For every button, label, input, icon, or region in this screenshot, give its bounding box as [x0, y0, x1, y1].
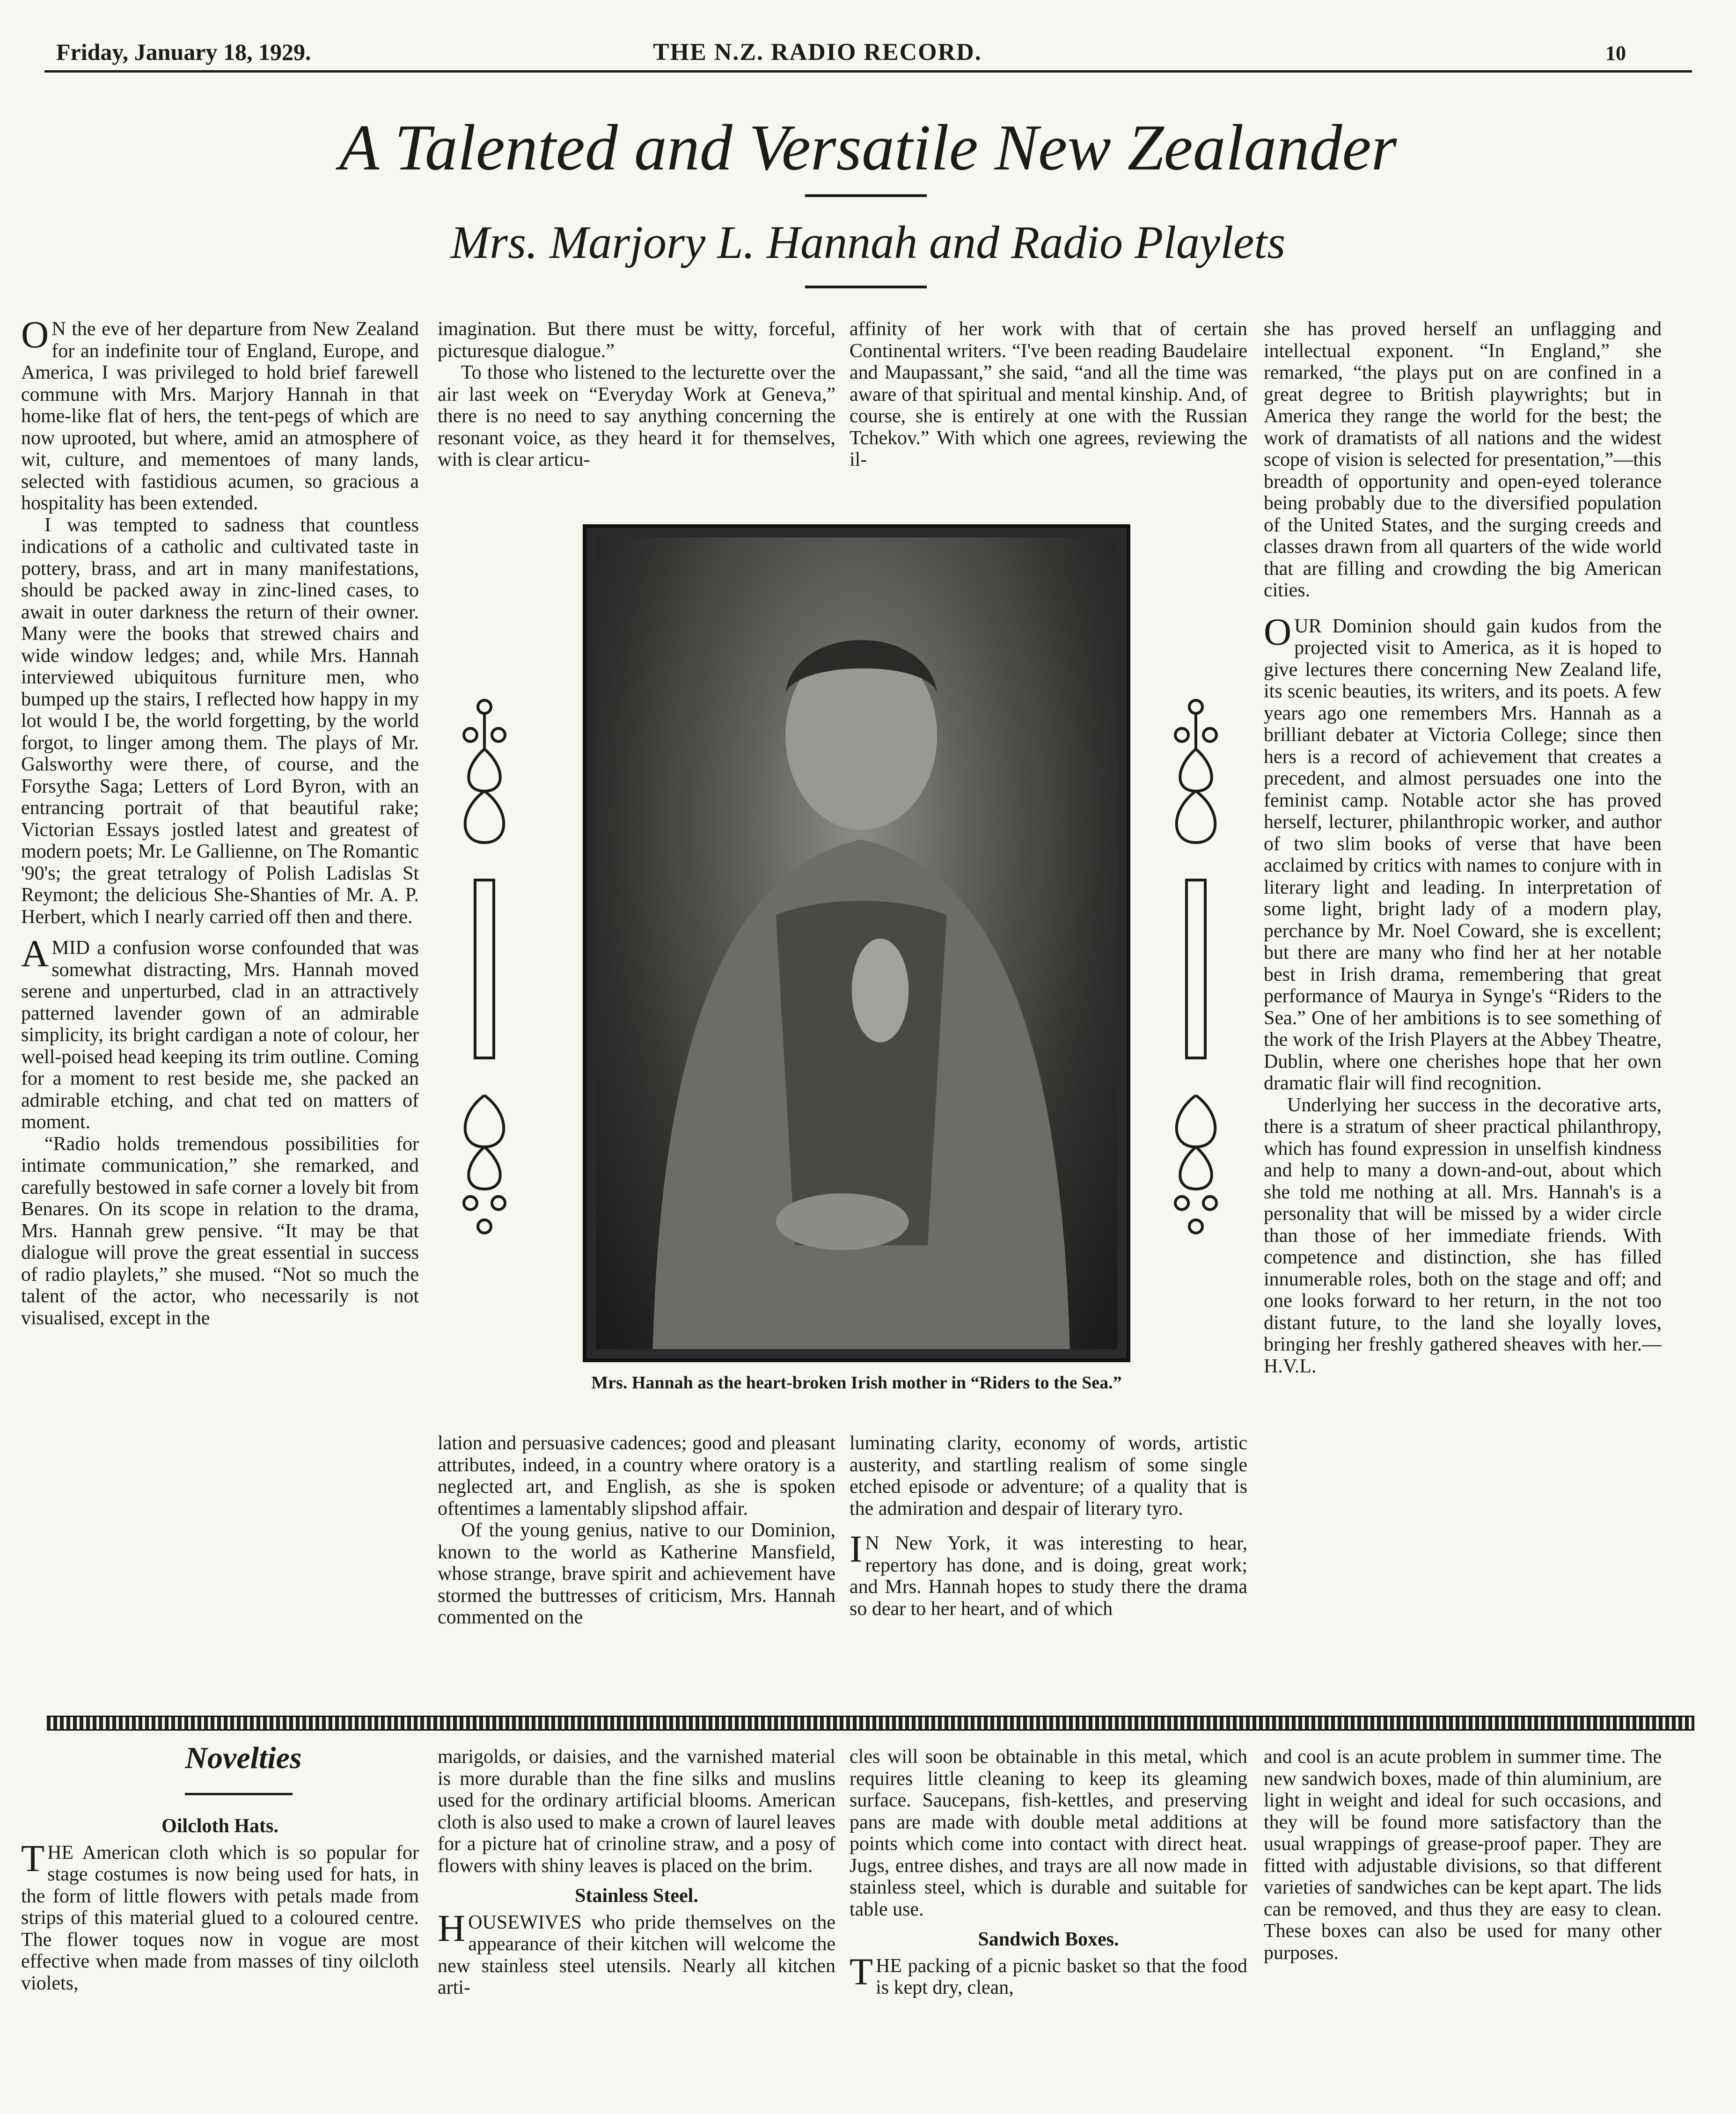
novelties-paragraph: and cool is an acute problem in summer time. The new sandwich boxes, made of thin aluminium, are light in weight and ideal for such occasions, and they will be found more satisfactory than the usual wrappings of grease-proof paper. They are fitted with adjustable divisions, so that different varieties of sandwiches can be kept apart. The lids can be removed, and thus they are easy to clean. These boxes can also be used for many other purposes.: [1264, 1746, 1662, 1964]
article-paragraph: affinity of her work with that of certain Continental writers. “I've been reading Baudelaire and Maupassant,” she said, “and all the time was aware of that spiritual and mental kinship. And, of course, she is entirely at one with the Russian Tchekov.” With which one agrees, reviewing the il-: [850, 318, 1247, 470]
article-paragraph: AMID a confusion worse confounded that was somewhat distracting, Mrs. Hannah moved serene and unperturbed, clad in an attractively patterned lavender gown of an admirable simplicity, its bright cardigan a note of colour, her well-poised head keeping its trim outline. Coming for a moment to rest beside me, she packed an admirable etching, and chat ted on matters of moment.: [21, 932, 419, 1133]
novelties-column-3: [850, 1746, 1247, 2107]
oilcloth-heading: Oilcloth Hats.: [161, 1815, 278, 1837]
article-paragraph: she has proved herself an unflagging and intellectual exponent. “In England,” she remarked, “the plays put on are confined in a great degree to British playwrights; but in America they range the world for the best; the work of dramatists of all nations and the widest scope of vision is selected for presentation,”—this breadth of opportunity and open-eyed tolerance being probably due to the diversified population of the United States, and the surging creeds and classes drawn from all quarters of the wide world that are filling and crowding the big American cities.: [1264, 318, 1662, 601]
ornament-scroll-left: [449, 693, 520, 1241]
article-column-2-bottom: [438, 1432, 835, 1704]
novelties-paragraph: cles will soon be obtainable in this metal, which requires little cleaning to keep its gleaming surface. Saucepans, fish-kettles, and preserving pans are made with double metal additions at points which come into contact with direct heat. Jugs, entree dishes, and trays are all now made in stainless steel, which is durable and suitable for table use.: [850, 1746, 1247, 1920]
article-paragraph: “Radio holds tremendous possibilities for intimate communication,” she remarked, and carefully bestowed in safe corner a lovely bit from Benares. On its scope in relation to the drama, Mrs. Hannah grew pensive. “It may be that dialogue will prove the great essential in success of radio playlets,” she mused. “Not so much the talent of the actor, who necessarily is not visualised, except in the: [21, 1133, 419, 1329]
article-column-1: [21, 318, 419, 1699]
header-rule: [44, 70, 1692, 73]
article-paragraph: Of the young genius, native to our Dominion, known to the world as Katherine Mansfield, whose strange, brave spirit and achievement have stormed the buttresses of criticism, Mrs. Hannah commented on the: [438, 1519, 835, 1628]
novelties-column-4: [1264, 1746, 1662, 2107]
novelties-column-1: [21, 1807, 419, 2107]
article-paragraph: I was tempted to sadness that countless indications of a catholic and cultivated taste in pottery, brass, and art in many manifestations, should be packed away in zinc-lined cases, to await in outer darkness the return of their owner. Many were the books that strewed chairs and wide window ledges; and, while Mrs. Hannah interviewed ubiquitous furniture men, who bumped up the stairs, I reflected how happy in my lot would I be, the world forgetting, by the world forgot, to linger among them. The plays of Mr. Galsworthy were there, of course, and the Forsythe Saga; Letters of Lord Byron, with an entrancing portrait of that beautiful rake; Victorian Essays jostled latest and greatest of modern poets; Mr. Le Gallienne, on The Romantic '90's; the great tetralogy of Polish Ladislas St Reymont; the delicious She-Shanties of Mr. A. P. Herbert, which I nearly carried off then and there.: [21, 514, 419, 928]
novelties-paragraph: THE American cloth which is so popular for stage costumes is now being used for hats, in the form of little flowers with petals made from strips of this material glued to a coloured centre. The flower toques now in vogue are most effective when made from masses of tiny oilcloth violets,: [21, 1836, 419, 1994]
page-number: 10: [1605, 42, 1626, 65]
article-paragraph: ON the eve of her departure from New Zealand for an indefinite tour of England, Europe, and America, I was privileged to hold brief farewell commune with Mrs. Marjory Hannah in that home-like flat of hers, the tent-pegs of which are now uprooted, but where, amid an atmosphere of wit, culture, and mementoes of many lands, selected with fastidious acumen, so gracious a hospitality has been extended.: [21, 318, 419, 514]
article-paragraph: imagination. But there must be witty, forceful, picturesque dialogue.”: [438, 318, 835, 362]
section-divider: [47, 1716, 1694, 1731]
novelties-paragraph: HOUSEWIVES who pride themselves on the appearance of their kitchen will welcome the new stainless steel utensils. Nearly all kitchen arti-: [438, 1906, 835, 1998]
sandwich-heading: Sandwich Boxes.: [978, 1929, 1119, 1950]
novelties-title-rule: [185, 1793, 293, 1795]
photo-image: [596, 537, 1117, 1349]
portrait-photo: [583, 524, 1130, 1362]
novelties-paragraph: THE packing of a picnic basket so that the food is kept dry, clean,: [850, 1950, 1247, 1998]
article-paragraph: Underlying her success in the decorative arts, there is a stratum of sheer practical philanthropy, which has found expression in unselfish kindness and help to many a down-and-out, about which she told me nothing at all. Mrs. Hannah's is a personality that will be missed by a wider circle than those of her immediate friends. With competence and distinction, she has filled innumerable roles, both on the stage and off; and one looks forward to her return, in the not too distant future, to the land she loyally loves, bringing her freshly gathered sheaves with her.—H.V.L.: [1264, 1094, 1662, 1377]
article-column-4: [1264, 318, 1662, 1704]
article-paragraph: OUR Dominion should gain kudos from the projected visit to America, as it is hoped to give lectures there concerning New Zealand life, its scenic beauties, its writers, and its poets. A few years ago one remembers Mrs. Hannah as a brilliant debater at Victoria College; since then hers is a record of achievement that creates a precedent, and almost persuades one into the feminist camp. Notable actor she has proved herself, lecturer, philanthropic worker, and author of two slim books of verse that have been acclaimed by critics with names to conjure with in literary light and leading. In interpretation of some light, bright lady of a modern play, perchance by Mr. Noel Coward, she is excellent; but there are many who find her at her notable best in Irish drama, remembering that great performance of Maurya in Synge's “Riders to the Sea.” One of her ambitions is to see something of the work of the Irish Players at the Abbey Theatre, Dublin, where one cherishes hope that her own dramatic flair will find recognition.: [1264, 610, 1662, 1094]
article-column-3-top: [850, 318, 1247, 515]
article-paragraph: IN New York, it was interesting to hear, repertory has done, and is doing, great work; and Mrs. Hannah hopes to study there the drama so dear to her heart, and of which: [850, 1527, 1247, 1620]
article-column-2-top: [438, 318, 835, 515]
article-headline: A Talented and Versatile New Zealander: [339, 111, 1397, 184]
article-paragraph: To those who listened to the lecturette over the air last week on “Everyday Work at Geneva,” there is no need to say anything concerning the resonant voice, as they heard it for themselves, with is clear articu-: [438, 362, 835, 470]
issue-date: Friday, January 18, 1929.: [56, 39, 311, 65]
novelties-title: Novelties: [185, 1741, 302, 1775]
subhead-rule: [805, 286, 927, 288]
photo-caption: Mrs. Hannah as the heart-broken Irish mother in “Riders to the Sea.”: [591, 1373, 1122, 1393]
novelties-column-2: [438, 1746, 835, 2107]
article-column-3-bottom: [850, 1432, 1247, 1704]
novelties-paragraph: marigolds, or daisies, and the varnished material is more durable than the fine silks and muslins used for the ordinary artificial blooms. American cloth is also used to make a crown of laurel leaves for a picture hat of crinoline straw, and a posy of flowers with shiny leaves is placed on the brim.: [438, 1746, 835, 1877]
article-paragraph: luminating clarity, economy of words, artistic austerity, and startling realism of some single etched episode or adventure; of a quality that is the admiration and despair of literary tyro.: [850, 1432, 1247, 1519]
article-paragraph: lation and persuasive cadences; good and pleasant attributes, indeed, in a country where oratory is a neglected art, and English, as she is spoken oftentimes a lamentably slipshod affair.: [438, 1432, 835, 1519]
portrait-figure: [596, 537, 1117, 1349]
stainless-heading: Stainless Steel.: [575, 1885, 698, 1907]
headline-rule: [805, 194, 927, 197]
article-subhead: Mrs. Marjory L. Hannah and Radio Playlets: [450, 216, 1286, 268]
publication-title: THE N.Z. RADIO RECORD.: [653, 39, 982, 66]
ornament-scroll-right: [1161, 693, 1231, 1241]
